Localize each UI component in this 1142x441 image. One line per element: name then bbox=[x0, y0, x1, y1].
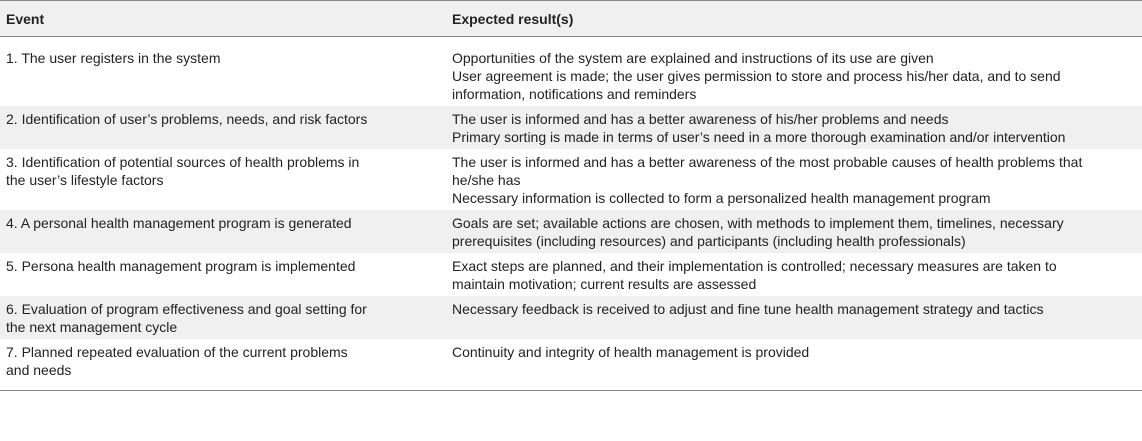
result-text: Necessary information is collected to form a personalized health management program bbox=[452, 190, 991, 206]
table-row bbox=[0, 37, 1142, 107]
result-text: User agreement is made; the user gives permission to store and process his/her data, and to send bbox=[452, 68, 1061, 84]
result-text: Necessary feedback is received to adjust and fine tune health management strategy and tactics bbox=[452, 301, 1044, 317]
event-text: the next management cycle bbox=[6, 319, 178, 335]
event-cell bbox=[0, 253, 449, 296]
result-text: prerequisites (including resources) and participants (including health professionals) bbox=[452, 233, 966, 249]
header-row bbox=[0, 1, 1142, 37]
result-text: The user is informed and has a better awareness of his/her problems and needs bbox=[452, 111, 949, 127]
event-cell bbox=[0, 106, 449, 149]
header-expected-result: Expected result(s) bbox=[449, 1, 1142, 37]
event-cell bbox=[0, 210, 449, 253]
header-event: Event bbox=[0, 1, 449, 37]
result-text: information, notifications and reminders bbox=[452, 86, 697, 102]
event-text: 3. Identification of potential sources of health problems in bbox=[6, 154, 360, 170]
result-text: Primary sorting is made in terms of user’s need in a more thorough examination and/or intervention bbox=[452, 129, 1066, 145]
table-header bbox=[0, 1, 1142, 37]
result-text: Exact steps are planned, and their implementation is controlled; necessary measures are taken to bbox=[452, 258, 1057, 274]
result-cell bbox=[449, 339, 1142, 391]
event-text: and needs bbox=[6, 362, 72, 378]
result-text: he/she has bbox=[452, 172, 521, 188]
event-cell bbox=[0, 339, 449, 391]
event-cell bbox=[0, 37, 449, 107]
event-text: 6. Evaluation of program effectiveness and goal setting for bbox=[6, 301, 367, 317]
result-cell bbox=[449, 296, 1142, 339]
table-row bbox=[0, 296, 1142, 339]
result-text: maintain motivation; current results are assessed bbox=[452, 276, 757, 292]
event-text: 5. Persona health management program is implemented bbox=[6, 258, 356, 274]
event-text: 1. The user registers in the system bbox=[6, 50, 221, 66]
result-cell bbox=[449, 149, 1142, 210]
event-text: 7. Planned repeated evaluation of the current problems bbox=[6, 344, 348, 360]
result-cell bbox=[449, 253, 1142, 296]
table-row bbox=[0, 253, 1142, 296]
event-text: 4. A personal health management program is generated bbox=[6, 215, 352, 231]
table-row bbox=[0, 149, 1142, 210]
event-text: 2. Identification of user’s problems, needs, and risk factors bbox=[6, 111, 368, 127]
result-cell bbox=[449, 37, 1142, 107]
result-text: The user is informed and has a better awareness of the most probable causes of health problems that bbox=[452, 154, 1083, 170]
result-cell bbox=[449, 210, 1142, 253]
table-row bbox=[0, 339, 1142, 391]
result-text: Opportunities of the system are explained and instructions of its use are given bbox=[452, 50, 934, 66]
result-text: Continuity and integrity of health management is provided bbox=[452, 344, 810, 360]
event-cell bbox=[0, 296, 449, 339]
table-row bbox=[0, 210, 1142, 253]
result-cell bbox=[449, 106, 1142, 149]
event-cell bbox=[0, 149, 449, 210]
table-body bbox=[0, 37, 1142, 391]
event-text: the user’s lifestyle factors bbox=[6, 172, 164, 188]
table-row bbox=[0, 106, 1142, 149]
result-text: Goals are set; available actions are chosen, with methods to implement them, timelines, necessary bbox=[452, 215, 1064, 231]
